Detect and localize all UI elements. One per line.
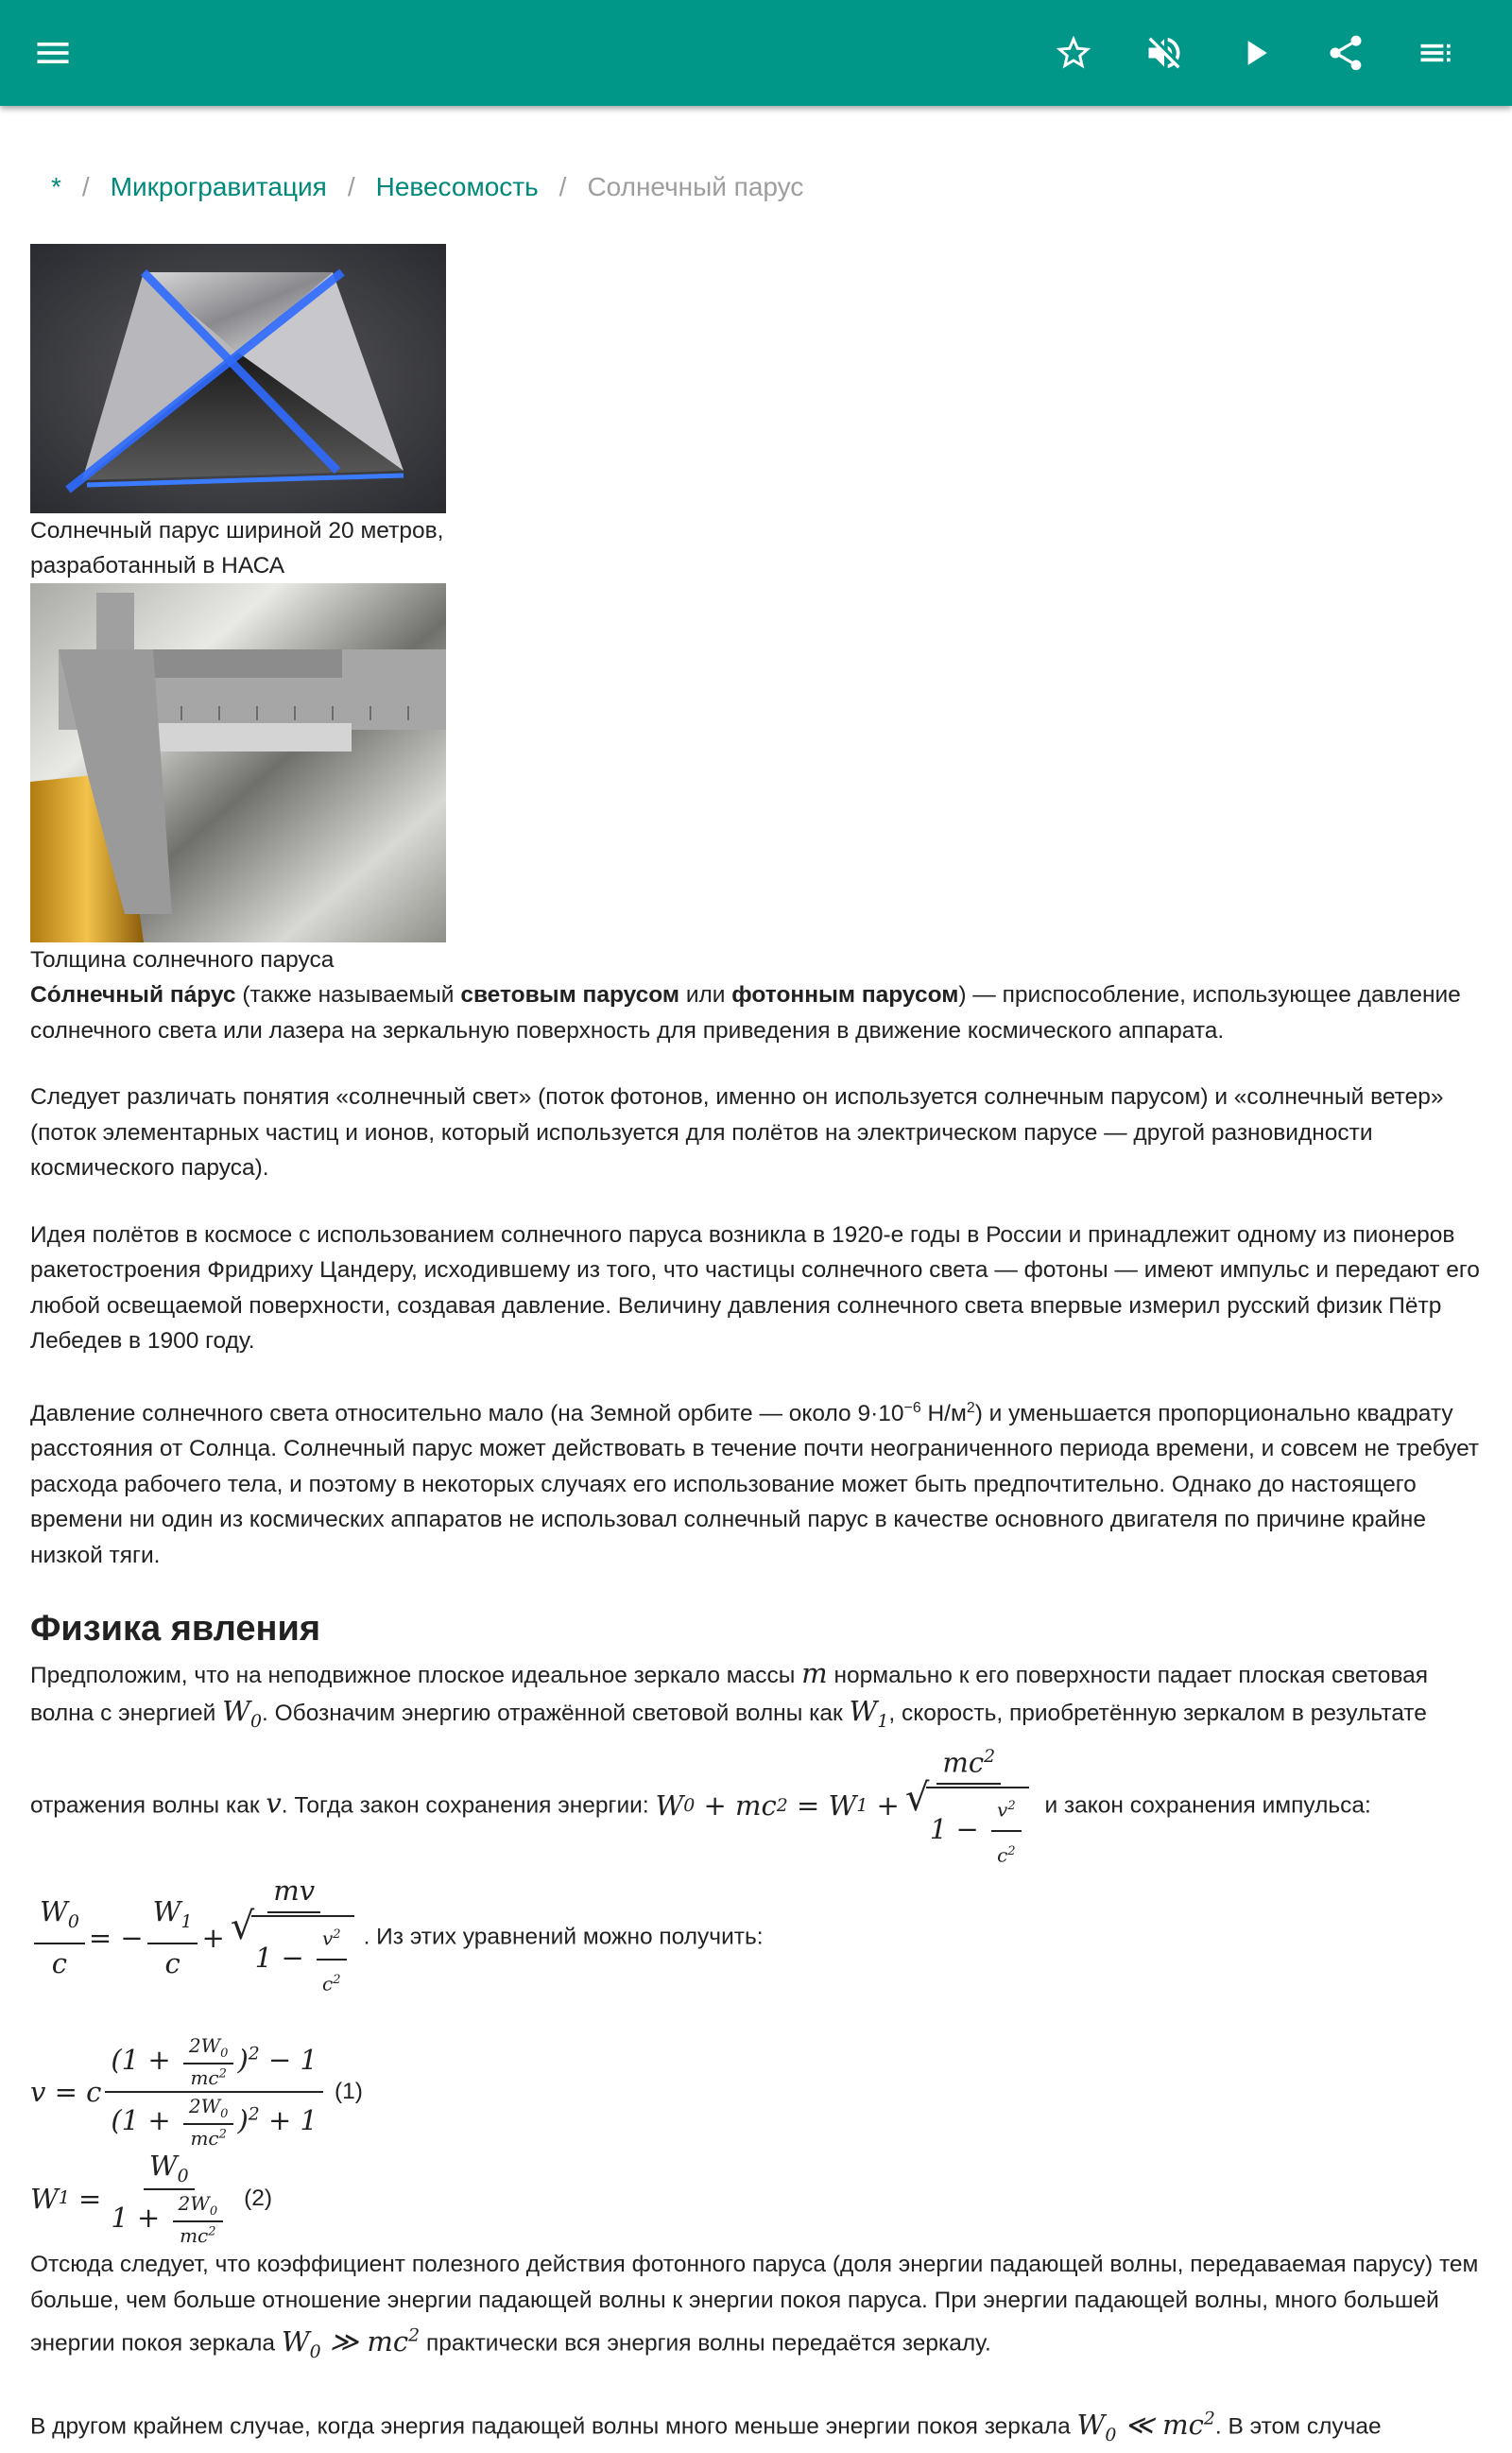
solar-sail-image: [30, 244, 446, 513]
breadcrumb-separator: /: [81, 172, 90, 201]
play-icon: [1234, 32, 1276, 74]
math-v: v: [266, 1787, 282, 1820]
paragraph-efficiency: Отсюда следует, что коэффициент полезного действия фотонного паруса (доля энергии падающей волны, передаваемая парусу) тем больше, чем больше отношение энергии падающей волны к энергии покоя паруса. При энергии падающей волны, много большей энергии покоя зеркала $W_0$ ≫ $mc^2$ практически вся энергия волны передаётся зеркалу.: [30, 2252, 1479, 2362]
solar-sail-photo[interactable]: [30, 244, 446, 513]
breadcrumb-home[interactable]: *: [51, 172, 61, 201]
math-w0-ll-mc2: $W_0$ ≪ $mc^2$: [1076, 2408, 1215, 2445]
figure-caption: Толщина солнечного паруса: [30, 947, 335, 973]
equation-2: W 1 = $W_0$ 1 + $\frac{2W_0}{mc^2}$ (2): [30, 2150, 273, 2248]
paragraph-physics: Предположим, что на неподвижное плоское идеальное зеркало массы m нормально к его поверхности падает плоская световая волна с энергией $W_0$. Обозначим энергию отражённой световой волны как $W_1$, скорость, приобретённую зеркалом в результате отражения волны как v. Тогда закон сохранения энергии: W 0 + mc 2 = W 1 + $mc^2$ √ 1 − $\frac{v^2}{c^2}$ и закон сохранения импульса: $\frac{W_0}{c}$ = − $\frac{W_1}{c}$ + mv √ 1 − $\frac{v^2}{c^2}$ . Из этих уравнений можно получить:: [30, 1656, 1486, 2002]
menu-button[interactable]: [25, 25, 81, 81]
app-bar: [0, 0, 1512, 106]
breadcrumb-weightlessness[interactable]: Невесомость: [375, 172, 539, 201]
equation-1: v = c (1 + $\frac{2W_0}{mc^2}$ )$^2$ − 1 (1 + $\frac{2W_0}{mc^2}$ )$^2$ + 1 (1): [30, 2034, 363, 2151]
equation-1-tag: (1): [334, 2079, 363, 2105]
sail-thickness-photo[interactable]: [30, 583, 446, 942]
math-w0: $W_0$: [222, 1694, 262, 1732]
section-heading-physics: Физика явления: [30, 1609, 321, 1650]
article: [30, 244, 1486, 2453]
paragraph-sunlight-vs-wind: Следует различать понятия «солнечный свет» (поток фотонов, именно он используется солнечным парусом) и «солнечный ветер» (поток элементарных частиц и ионов, который используется для полётов на электрическом парусе — другой разновидности космического паруса).: [30, 1084, 1444, 1181]
figure-caption: Солнечный парус шириной 20 метров, разработанный в НАСА: [30, 518, 444, 579]
math-m: m: [801, 1657, 828, 1690]
caliper-foil-image: [30, 583, 446, 942]
momentum-conservation-formula: $\frac{W_0}{c}$ = − $\frac{W_1}{c}$ + mv √ 1 − $\frac{v^2}{c^2}$: [30, 1874, 364, 2002]
term-light-sail: световым парусом: [460, 982, 680, 1008]
paragraph-pressure: Давление солнечного света относительно мало (на Земной орбите — около $9\cdot 10^{-6}$ $Н/м^2$) и уменьшается пропорционально квадрату расстояния от Солнца. Солнечный парус может действовать в течение почти неограниченного периода времени, и совсем не требует расхода рабочего тела, и поэтому в некоторых случаях его использование может быть предпочтительно. Однако до настоящего времени ни один из космических аппаратов не использовал солнечный парус в качестве основного двигателя по причине крайне низкой тяги.: [30, 1399, 1480, 1568]
paragraph-history: Идея полётов в космосе с использованием солнечного паруса возникла в 1920-е годы в России и принадлежит одному из пионеров ракетостроения Фридриху Цандеру, исходившему из того, что частицы солнечного света — фотоны — имеют импульс и передают его любой освещаемой поверхности, создавая давление. Величину давления солнечного света впервые измерил русский физик Пётр Лебедев в 1900 году.: [30, 1221, 1480, 1354]
equation-2-tag: (2): [244, 2185, 273, 2211]
energy-conservation-formula: W 0 + mc 2 = W 1 + $mc^2$ √ 1 − $\frac{v^2}{c^2}$: [655, 1739, 1038, 1874]
math-w1: $W_1$: [849, 1694, 889, 1732]
breadcrumb-current: Солнечный парус: [587, 172, 804, 201]
breadcrumb: [51, 168, 803, 206]
bookmark-button[interactable]: [1045, 25, 1102, 81]
intro-paragraph: Со́лнечный па́рус (также называемый световым парусом или фотонным парусом) — приспособление, использующее давление солнечного света или лазера на зеркальную поверхность для приведения в движение космического аппарата.: [30, 982, 1461, 1044]
share-button[interactable]: [1317, 25, 1374, 81]
term-solar-sail: Со́лнечный па́рус: [30, 982, 236, 1008]
menu-icon: [32, 32, 74, 74]
volume-off-icon: [1143, 32, 1185, 74]
breadcrumb-microgravity[interactable]: Микрогравитация: [110, 172, 327, 201]
play-button[interactable]: [1227, 25, 1283, 81]
breadcrumb-separator: /: [558, 172, 567, 201]
share-icon: [1325, 32, 1366, 74]
term-photon-sail: фотонным парусом: [731, 982, 959, 1008]
star-outline-icon: [1053, 32, 1094, 74]
contents-button[interactable]: [1408, 25, 1465, 81]
breadcrumb-separator: /: [347, 172, 355, 201]
playlist-icon: [1416, 32, 1457, 74]
mute-button[interactable]: [1136, 25, 1193, 81]
paragraph-other-extreme: В другом крайнем случае, когда энергия падающей волны много меньше энергии покоя зеркала $W_0$ ≪ $mc^2$. В этом случае: [30, 2408, 1382, 2445]
math-w0-gg-mc2: $W_0$ ≫ $mc^2$: [281, 2324, 421, 2362]
